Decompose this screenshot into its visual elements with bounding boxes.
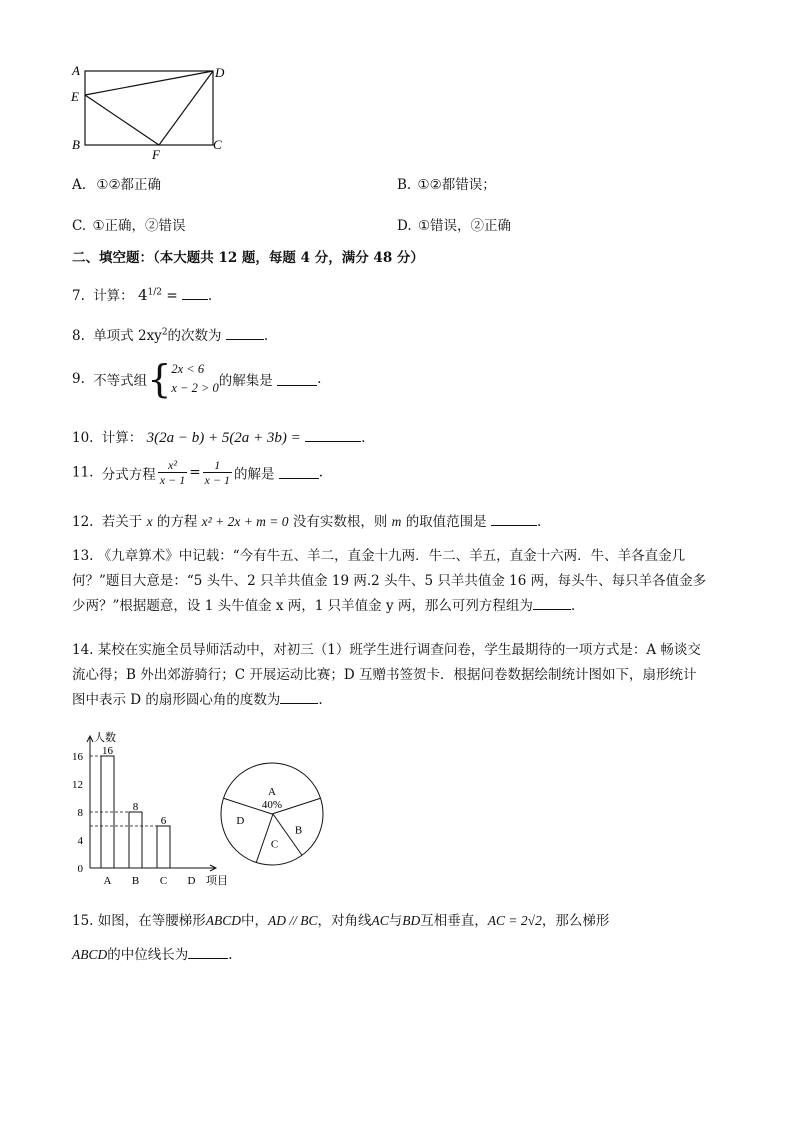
q13-text-1: 《九章算术》中记载：“今有牛五、羊二，直金十九两．牛二、羊五，直金十六两．牛、羊各直金几	[97, 548, 686, 564]
q15-number: 15.	[72, 913, 94, 929]
option-c-letter: C.	[72, 218, 87, 234]
q7-equals: =	[166, 288, 178, 304]
q10-expression: 3(2a − b) + 5(2a + 3b) =	[146, 430, 301, 446]
q8-number: 8.	[72, 328, 85, 344]
q10-answer-blank[interactable]	[305, 429, 361, 442]
q13-answer-blank[interactable]	[533, 597, 571, 610]
q15-text-e: 互相垂直，	[420, 913, 488, 929]
label-D: D	[215, 65, 225, 80]
q7-base: 4	[137, 286, 148, 304]
q10-number: 10.	[72, 430, 94, 446]
x-tick-label: A	[103, 875, 112, 887]
pie-chart	[215, 758, 345, 870]
option-b-text: ①②都错误；	[417, 177, 496, 193]
pie-slice-label: D	[236, 815, 245, 828]
pie-slice-label: A	[268, 786, 276, 799]
q11-suffix: 的解是	[233, 466, 275, 483]
y-tick-label: 8	[77, 807, 83, 819]
question-9	[72, 357, 322, 401]
question-14	[72, 638, 701, 713]
question-10	[72, 426, 365, 447]
q11-fraction-2	[203, 458, 232, 487]
y-tick-label: 0	[77, 863, 83, 875]
q9-line1: 2x < 6	[171, 362, 205, 376]
option-d-text: ①错误，②正确	[417, 218, 512, 234]
y-tick-label: 12	[72, 779, 83, 791]
q15-abcd: ABCD	[205, 913, 242, 928]
q13-text-3: 少两？”根据题意，设 1 头牛值金 x 两，1 只羊值金 y 两，那么可列方程组为	[72, 598, 533, 614]
question-11	[72, 458, 323, 487]
q11-period: .	[318, 464, 324, 481]
question-13	[72, 544, 706, 619]
x-axis-label: 项目	[206, 875, 228, 887]
q15-text-line2: 的中位线长为	[107, 947, 189, 963]
q15-abcd-2: ABCD	[72, 947, 108, 962]
q8-period: .	[263, 328, 269, 344]
option-c[interactable]	[72, 214, 186, 234]
pie-slice-percent: 40%	[261, 799, 283, 812]
q12-part1: 若关于	[101, 514, 143, 530]
q9-answer-blank[interactable]	[277, 373, 317, 386]
q9-line2: x − 2 > 0	[171, 381, 219, 395]
option-d[interactable]	[397, 214, 511, 234]
y-tick-label: 16	[72, 751, 83, 763]
q15-parallel: AD // BC	[268, 913, 318, 928]
option-c-text: ①正确，②错误	[92, 218, 186, 234]
label-F: F	[152, 147, 160, 162]
q12-number: 12.	[72, 514, 94, 530]
q15-text-b: 中，	[241, 913, 269, 929]
q14-line-3	[72, 688, 701, 713]
q11-prefix: 分式方程	[101, 466, 156, 483]
q13-line-2: 何？”题目大意是：“5 头牛、2 只羊共值金 19 两.2 头牛、5 只羊共值金 16 两，每头牛、每只羊各值金多	[72, 573, 707, 589]
label-C: C	[213, 137, 222, 152]
q11-frac2-num: 1	[203, 458, 232, 473]
q9-period: .	[317, 371, 322, 387]
q12-var-x: x	[146, 514, 153, 529]
q9-system	[171, 360, 218, 398]
q15-text-c: ，对角线	[317, 913, 372, 929]
rectangle-figure	[66, 60, 236, 166]
q7-exponent: 1/2	[147, 287, 163, 298]
q11-frac1-num: x²	[158, 458, 187, 473]
q7-answer-blank[interactable]	[182, 287, 208, 300]
q15-text-f: ，那么梯形	[541, 913, 610, 929]
q15-text-a: 如图，在等腰梯形	[97, 913, 206, 929]
pie-slice-label: C	[270, 838, 279, 851]
q13-line-3	[72, 594, 706, 619]
q8-superscript: 2	[161, 327, 168, 338]
q12-equation: x² + 2x + m = 0	[201, 514, 289, 529]
q11-frac1-den: x − 1	[159, 473, 186, 487]
x-tick-label: C	[159, 875, 168, 887]
option-a-text: ①②都正确	[96, 177, 162, 193]
q7-period: .	[207, 288, 213, 304]
q8-suffix: 的次数为	[167, 328, 222, 344]
q15-answer-blank[interactable]	[188, 946, 228, 959]
q13-line-1	[72, 544, 706, 569]
label-E: E	[71, 89, 79, 104]
q11-fraction-1	[158, 458, 187, 487]
q11-number: 11.	[72, 464, 94, 481]
q7-number: 7.	[72, 288, 85, 304]
bar-data-label: 8	[132, 801, 139, 813]
bar	[157, 826, 170, 868]
q9-brace: {	[147, 357, 172, 401]
q13-number: 13.	[72, 548, 94, 564]
q14-period: .	[318, 692, 323, 708]
pie-slice-label: B	[294, 824, 303, 837]
q9-suffix: 的解集是	[218, 373, 273, 389]
q11-equals: =	[189, 464, 201, 481]
q15-text-d: 与	[388, 913, 403, 929]
x-tick-label: B	[131, 875, 140, 887]
section-title: 二、填空题：（本大题共 12 题，每题 4 分，满分 48 分）	[72, 250, 424, 266]
option-a[interactable]	[72, 173, 161, 193]
q9-number: 9.	[72, 371, 85, 387]
y-axis-label: 人数	[94, 732, 116, 744]
q14-line-1	[72, 638, 701, 663]
q12-part3: 没有实数根，则	[292, 514, 388, 530]
q12-answer-blank[interactable]	[491, 513, 537, 526]
q8-prefix: 单项式 2xy	[93, 328, 162, 344]
question-12	[72, 510, 541, 530]
q14-line-2: 流心得；B 外出郊游骑行；C 开展运动比赛；D 互赠书签贺卡．根据问卷数据绘制统计图如下，扇形统计	[72, 667, 697, 683]
q14-number: 14.	[72, 642, 94, 658]
q14-text-1: 某校在实施全员导师活动中，对初三（1）班学生进行调查问卷，学生最期待的一项方式是：A 畅谈交	[97, 642, 701, 658]
q15-line-2	[72, 938, 609, 972]
question-15	[72, 904, 609, 972]
bar	[129, 812, 142, 868]
label-A: A	[72, 63, 80, 78]
q12-var-m: m	[391, 514, 402, 529]
q15-period: .	[228, 947, 233, 963]
label-B: B	[72, 137, 80, 152]
q8-answer-blank[interactable]	[226, 327, 264, 340]
q15-ac: AC	[371, 913, 389, 928]
q9-prefix: 不等式组	[93, 373, 148, 389]
x-tick-label: D	[187, 875, 196, 887]
q11-frac2-den: x − 1	[204, 473, 230, 487]
q12-part4: 的取值范围是	[405, 514, 487, 530]
q12-part2: 的方程	[156, 514, 198, 530]
q15-ac-eq: AC = 2√2	[487, 913, 542, 928]
q10-prefix: 计算：	[101, 430, 143, 446]
question-8	[72, 324, 268, 344]
option-a-letter: A.	[72, 177, 87, 193]
q13-period: .	[570, 598, 576, 614]
bar-data-label: 16	[102, 745, 113, 757]
q14-text-3: 图中表示 D 的扇形圆心角的度数为	[72, 692, 281, 708]
q15-line-1	[72, 904, 609, 938]
q10-period: .	[361, 430, 366, 446]
q15-bd: BD	[402, 913, 421, 928]
q12-period: .	[536, 514, 542, 530]
option-b[interactable]	[397, 173, 496, 193]
q7-prefix: 计算：	[93, 288, 134, 304]
y-tick-label: 4	[77, 835, 83, 847]
option-d-letter: D.	[397, 218, 412, 234]
bar-data-label: 6	[160, 815, 167, 827]
question-7	[72, 284, 212, 304]
q14-answer-blank[interactable]	[280, 691, 318, 704]
option-b-letter: B.	[397, 177, 412, 193]
q11-answer-blank[interactable]	[279, 466, 319, 479]
